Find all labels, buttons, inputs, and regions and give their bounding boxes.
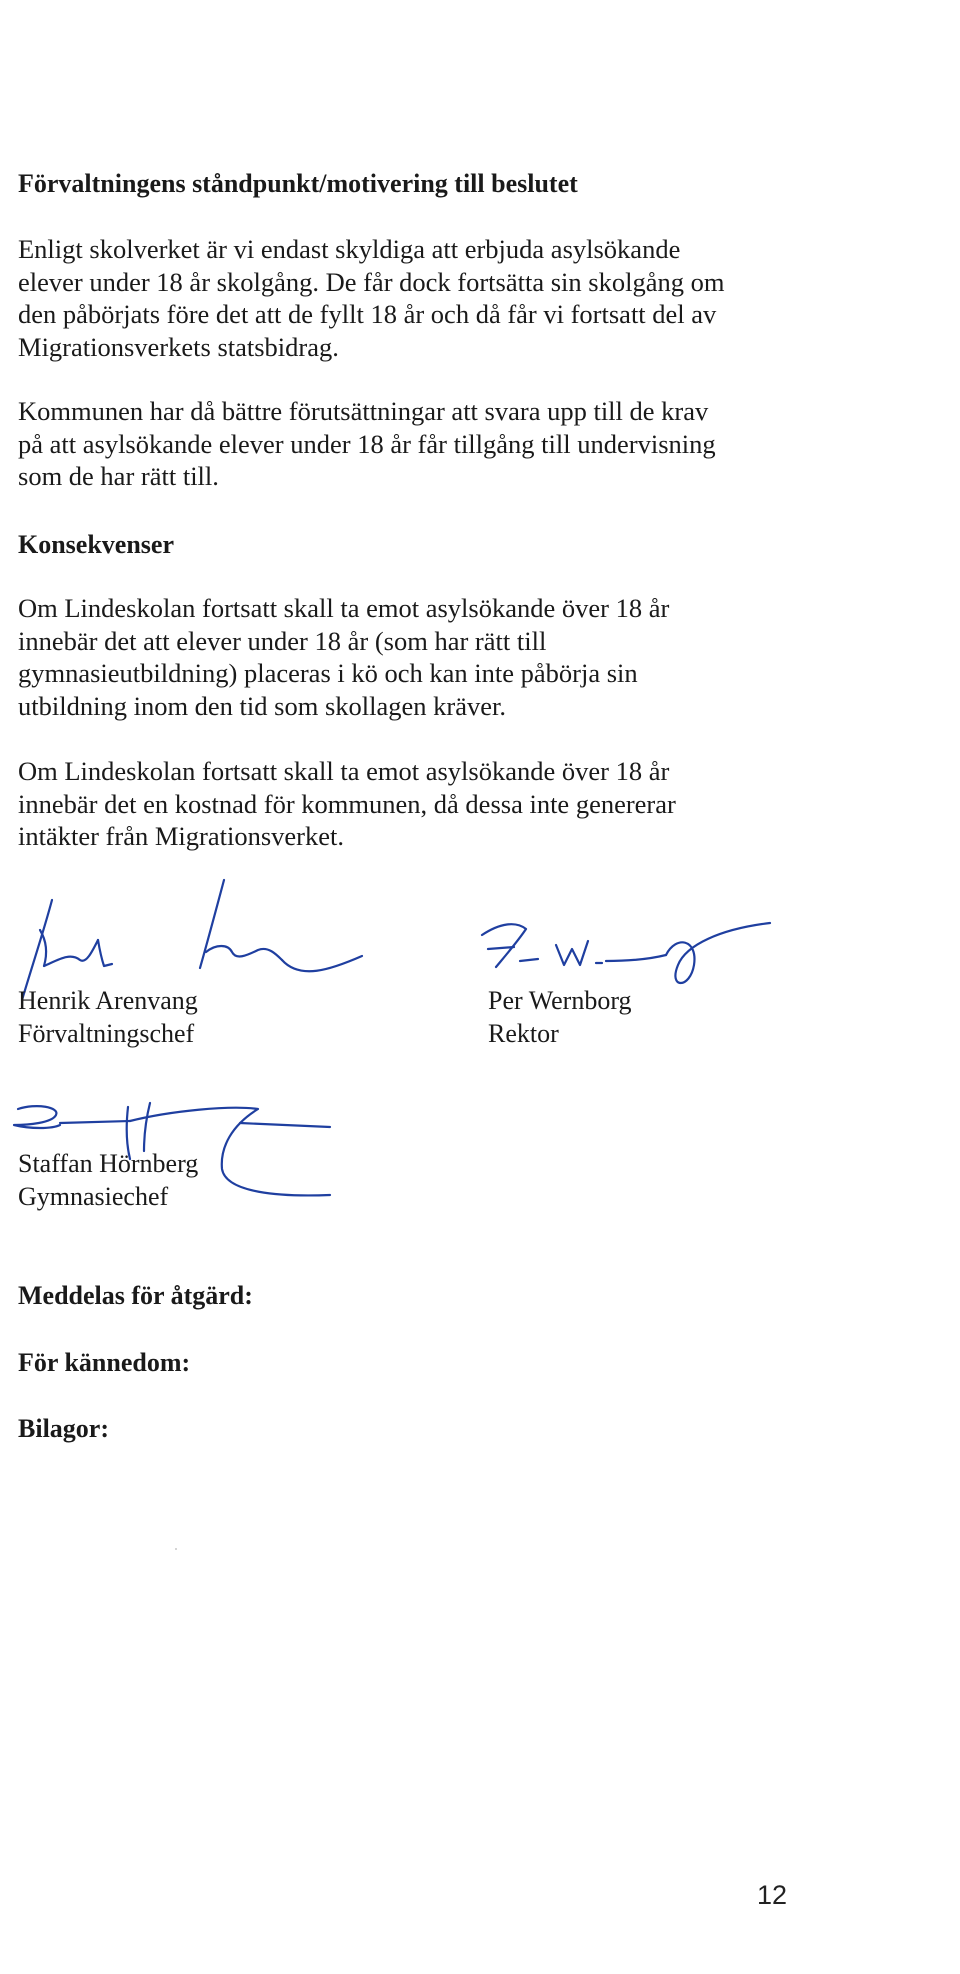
action-label: Meddelas för åtgärd: xyxy=(18,1281,253,1310)
scan-speck xyxy=(175,1548,177,1550)
signatory-name: Henrik Arenvang xyxy=(18,986,198,1015)
consequences-paragraph-2 xyxy=(18,755,938,853)
info-label: För kännedom: xyxy=(18,1348,191,1377)
text-line: elever under 18 år skolgång. De får dock fortsätta sin skolgång om xyxy=(18,266,725,297)
signature-per-wernborg xyxy=(470,905,790,995)
consequences-heading: Konsekvenser xyxy=(18,530,174,559)
text-line: Om Lindeskolan fortsatt skall ta emot asylsökande över 18 år xyxy=(18,593,670,623)
text-line: gymnasieutbildning) placeras i kö och kan inte påbörja sin xyxy=(18,658,638,688)
text-line: Enligt skolverket är vi endast skyldiga att erbjuda asylsökande xyxy=(18,234,681,264)
text-line: den påbörjats före det att de fyllt 18 år och då får vi fortsatt del av xyxy=(18,299,717,329)
signatory-henrik-arenvang xyxy=(18,984,198,1050)
text-line: Om Lindeskolan fortsatt skall ta emot asylsökande över 18 år xyxy=(18,756,670,786)
motivation-paragraph-2 xyxy=(18,395,938,493)
signatory-title: Förvaltningschef xyxy=(18,1019,195,1048)
motivation-paragraph-1 xyxy=(18,233,938,363)
signatory-staffan-hornberg xyxy=(18,1147,198,1213)
text-line: Migrationsverkets statsbidrag. xyxy=(18,331,339,362)
text-line: intäkter från Migrationsverket. xyxy=(18,821,344,851)
text-line: Kommunen har då bättre förutsättningar att svara upp till de krav xyxy=(18,396,709,426)
text-line: innebär det en kostnad för kommunen, då dessa inte genererar xyxy=(18,788,676,819)
text-line: som de har rätt till. xyxy=(18,461,219,491)
text-line: på att asylsökande elever under 18 år får tillgång till undervisning xyxy=(18,428,716,459)
text-line: utbildning inom den tid som skollagen kräver. xyxy=(18,690,506,721)
page-number: 12 xyxy=(757,1880,788,1910)
signatory-name: Staffan Hörnberg xyxy=(18,1149,199,1178)
text-line: innebär det att elever under 18 år (som har rätt till xyxy=(18,625,547,656)
signatory-title: Rektor xyxy=(488,1019,559,1048)
signatory-title: Gymnasiechef xyxy=(18,1182,169,1211)
signatory-per-wernborg xyxy=(488,984,632,1050)
motivation-heading: Förvaltningens ståndpunkt/motivering till beslutet xyxy=(18,169,578,198)
attachments-label: Bilagor: xyxy=(18,1414,109,1443)
consequences-paragraph-1 xyxy=(18,592,938,722)
signatory-name: Per Wernborg xyxy=(488,986,632,1015)
